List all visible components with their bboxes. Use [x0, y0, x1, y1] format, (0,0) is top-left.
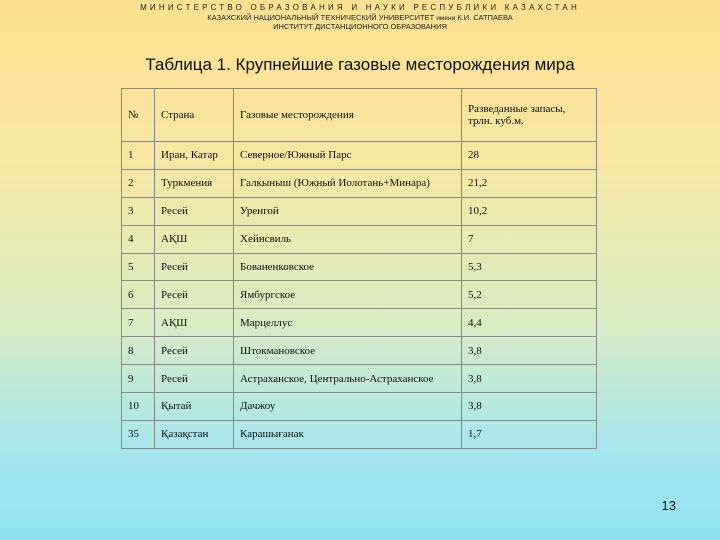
header-reserves: Разведанные запасы, трлн. куб.м.	[462, 89, 597, 142]
table-row	[122, 393, 597, 421]
institute-header: ИНСТИТУТ ДИСТАНЦИОННОГО ОБРАЗОВАНИЯ	[273, 22, 447, 31]
cell-field: Астраханское, Центрально-Астраханское	[234, 365, 462, 393]
cell-number: 35	[122, 420, 155, 448]
gas-fields-table	[121, 88, 597, 449]
header-number: №	[122, 89, 155, 142]
university-name-prefix: имени	[436, 15, 456, 22]
cell-country: Ресей	[155, 281, 234, 309]
cell-field: Бованенковское	[234, 253, 462, 281]
cell-country: Қазақстан	[155, 420, 234, 448]
cell-number: 9	[122, 365, 155, 393]
cell-reserves: 7	[462, 225, 597, 253]
cell-number: 3	[122, 197, 155, 225]
header-country: Страна	[155, 89, 234, 142]
cell-reserves: 3,8	[462, 337, 597, 365]
cell-reserves: 21,2	[462, 169, 597, 197]
table-header-row	[122, 89, 597, 142]
cell-field: Галкыныш (Южный Иолотань+Минара)	[234, 169, 462, 197]
cell-reserves: 3,8	[462, 393, 597, 421]
page-number: 13	[661, 498, 676, 513]
cell-field: Карашығанак	[234, 420, 462, 448]
table-row	[122, 142, 597, 170]
cell-country: Иран, Катар	[155, 142, 234, 170]
cell-field: Штокмановское	[234, 337, 462, 365]
cell-reserves: 5,2	[462, 281, 597, 309]
university-header	[0, 13, 720, 22]
cell-field: Северное/Южный Парс	[234, 142, 462, 170]
cell-reserves: 5,3	[462, 253, 597, 281]
cell-reserves: 3,8	[462, 365, 597, 393]
cell-reserves: 1,7	[462, 420, 597, 448]
table-row	[122, 169, 597, 197]
cell-field: Дачжоу	[234, 393, 462, 421]
cell-number: 1	[122, 142, 155, 170]
table-row	[122, 253, 597, 281]
cell-reserves: 4,4	[462, 309, 597, 337]
cell-country: АҚШ	[155, 309, 234, 337]
cell-country: Ресей	[155, 337, 234, 365]
slide-title: Таблица 1. Крупнейшие газовые месторождения мира	[145, 55, 575, 74]
university-title: КАЗАХСКИЙ НАЦИОНАЛЬНЫЙ ТЕХНИЧЕСКИЙ УНИВЕРСИТЕТ	[207, 13, 435, 22]
cell-country: Ресей	[155, 197, 234, 225]
cell-number: 4	[122, 225, 155, 253]
table-row	[122, 281, 597, 309]
cell-country: Ресей	[155, 365, 234, 393]
cell-field: Марцеллус	[234, 309, 462, 337]
cell-number: 6	[122, 281, 155, 309]
cell-number: 7	[122, 309, 155, 337]
cell-number: 2	[122, 169, 155, 197]
university-name: К.И. САТПАЕВА	[457, 13, 513, 22]
cell-reserves: 28	[462, 142, 597, 170]
cell-field: Хейнсвиль	[234, 225, 462, 253]
table-row	[122, 420, 597, 448]
ministry-header: МИНИСТЕРСТВО ОБРАЗОВАНИЯ И НАУКИ РЕСПУБЛИКИ КАЗАХСТАН	[140, 3, 580, 12]
cell-reserves: 10,2	[462, 197, 597, 225]
table-row	[122, 337, 597, 365]
table-row	[122, 365, 597, 393]
cell-country: Туркмения	[155, 169, 234, 197]
cell-country: АҚШ	[155, 225, 234, 253]
cell-number: 8	[122, 337, 155, 365]
cell-country: Қытай	[155, 393, 234, 421]
cell-field: Уренгой	[234, 197, 462, 225]
table-row	[122, 197, 597, 225]
cell-country: Ресей	[155, 253, 234, 281]
table-row	[122, 225, 597, 253]
header-field: Газовые месторождения	[234, 89, 462, 142]
table-row	[122, 309, 597, 337]
cell-number: 5	[122, 253, 155, 281]
cell-number: 10	[122, 393, 155, 421]
cell-field: Ямбургское	[234, 281, 462, 309]
